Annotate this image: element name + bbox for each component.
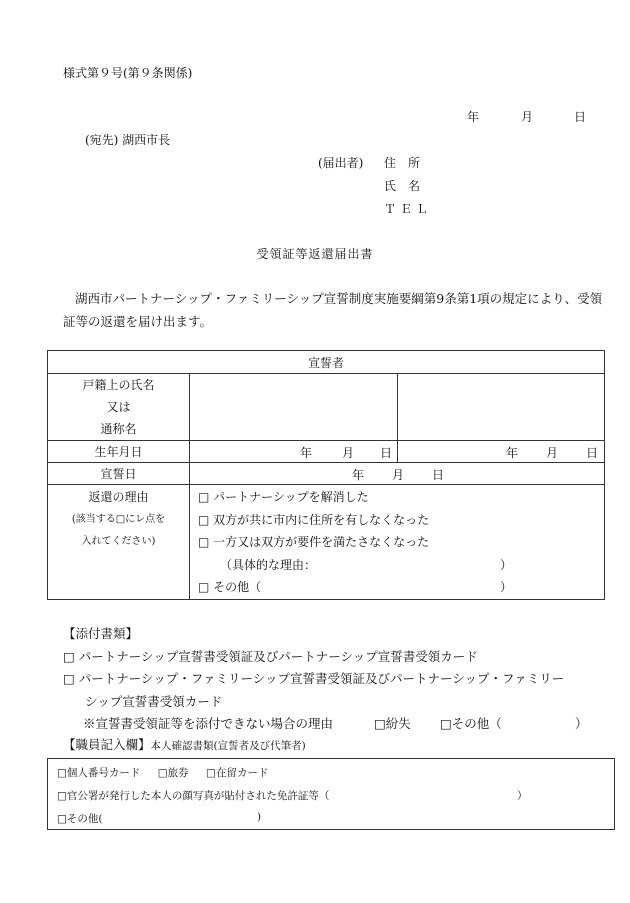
oath-date-field[interactable]: 年 月 日 (190, 463, 605, 485)
my-number-card-checkbox[interactable]: □個人番号カード (57, 767, 141, 779)
intro-text: 湖西市パートナーシップ・ファミリーシップ宣誓制度実施要綱第9条第1項の規定により、受領証等の返還を届け出ます。 (63, 291, 603, 329)
lost-checkbox[interactable]: □紛失 (374, 716, 411, 731)
attachments-section (63, 623, 608, 736)
tel-label: ＴＥＬ (384, 202, 433, 216)
document-title: 受領証等返還届出書 (256, 247, 374, 261)
passport-checkbox[interactable]: □旅券 (157, 767, 189, 779)
attachments-heading: 【添付書類】 (63, 626, 139, 641)
name-field-1[interactable] (190, 374, 398, 441)
name-label-cell: 戸籍上の氏名 又は 通称名 (48, 374, 190, 441)
applicant-block (318, 152, 432, 221)
applicant-label: (届出者) (318, 156, 364, 170)
birth-date-1[interactable]: 年 月 日 (190, 441, 398, 463)
address-label: 住 所 (384, 156, 421, 170)
staff-heading: 【職員記入欄】本人確認書類(宣誓者及び代筆者) (63, 737, 306, 752)
reason-other-checkbox[interactable]: □ その他（ ） (198, 580, 513, 594)
attachment-item-2[interactable]: □ パートナーシップ・ファミリーシップ宣誓書受領証及びパートナーシップ・ファミリー (63, 671, 565, 686)
date-month: 月 (521, 110, 534, 124)
name-field-2[interactable] (398, 374, 605, 441)
reason-moved-checkbox[interactable]: □ 双方が共に市内に住所を有しなくなった (198, 512, 430, 527)
other-id-checkbox[interactable]: □その他( ) (57, 811, 262, 825)
reason-label-cell: 返還の理由 (該当する□にレ点を 入れてください) (48, 485, 190, 600)
reason-requirement-checkbox[interactable]: □ 一方又は双方が要件を満たさなくなった (198, 535, 430, 549)
table-header: 宣誓者 (48, 351, 605, 374)
residence-card-checkbox[interactable]: □在留カード (206, 767, 269, 779)
reason-options (190, 485, 605, 600)
attachment-item-2-cont: シップ宣誓書受領カード (85, 693, 223, 709)
specific-reason-field[interactable]: （具体的な理由： ） (220, 557, 513, 572)
reason-dissolved-checkbox[interactable]: □ パートナーシップを解消した (198, 490, 369, 504)
other-checkbox[interactable]: □その他（ (440, 716, 502, 731)
name-label: 氏 名 (384, 179, 421, 193)
date-year: 年 (467, 110, 480, 124)
oath-date-label: 宣誓日 (48, 463, 190, 485)
declaration-table (47, 350, 605, 600)
staff-entry-box (47, 758, 615, 830)
birth-date-2[interactable]: 年 月 日 (398, 441, 605, 463)
attachment-note: ※宣誓書受領証等を添付できない場合の理由 □紛失 □その他（ ） (63, 713, 608, 736)
id-doc-row-1 (57, 765, 268, 780)
addressee: (宛先) 湖西市長 (85, 133, 171, 147)
form-number: 様式第９号(第９条関係) (63, 66, 193, 80)
attachment-item-1[interactable]: □ パートナーシップ宣誓書受領証及びパートナーシップ宣誓書受領カード (63, 648, 478, 664)
date-day: 日 (574, 110, 587, 124)
license-checkbox[interactable]: □官公署が発行した本人の顔写真が貼付された免許証等（ ） (57, 790, 528, 802)
birth-label: 生年月日 (48, 441, 190, 463)
